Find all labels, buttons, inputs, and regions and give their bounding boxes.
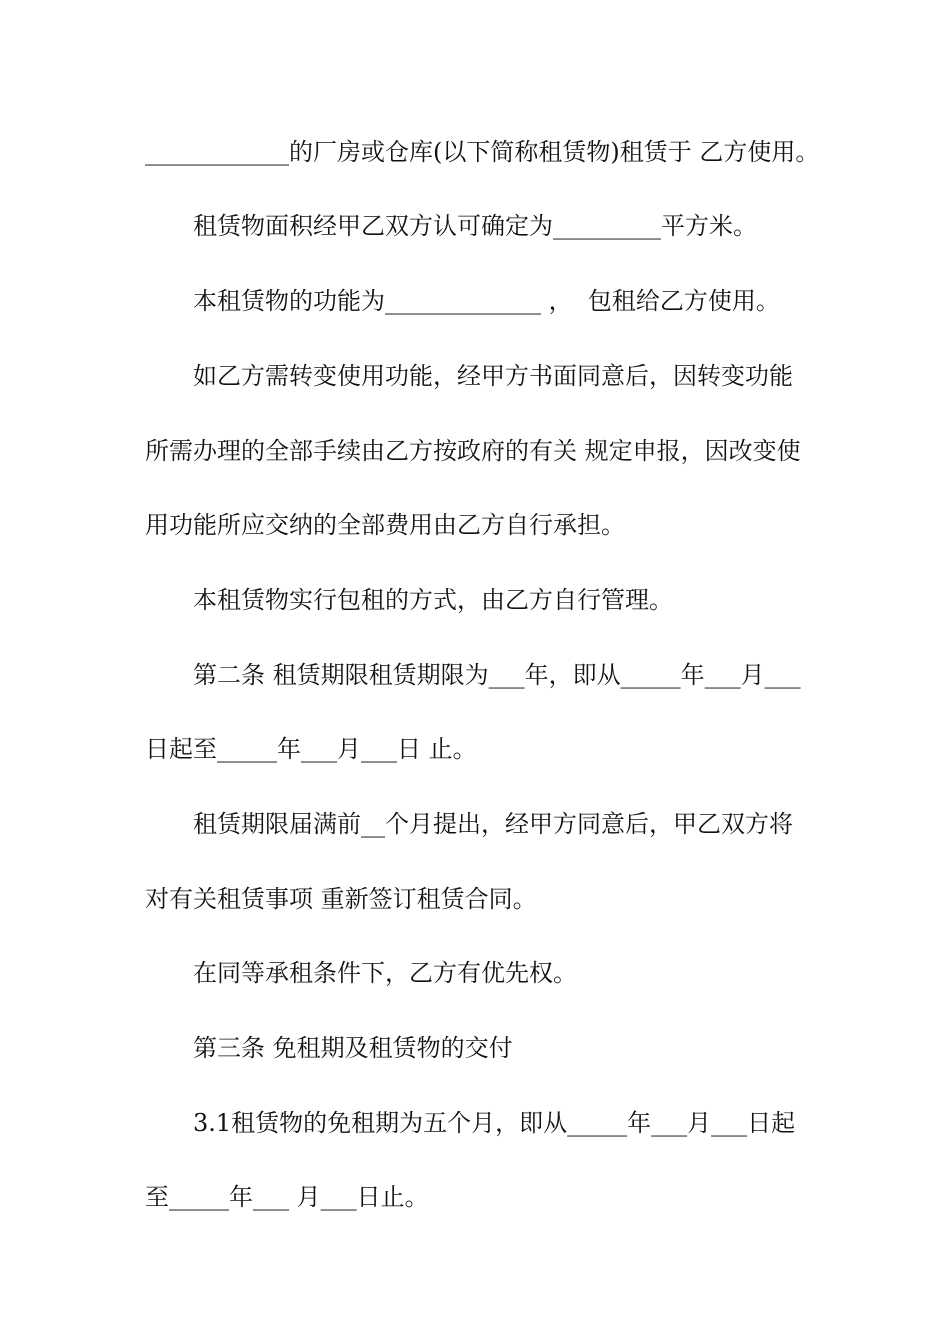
paragraph-line-1: ____________的厂房或仓库(以下简称租赁物)租赁于 乙方使用。 bbox=[145, 138, 820, 166]
paragraph-line-7: 本租赁物实行包租的方式，由乙方自行管理。 bbox=[193, 586, 673, 614]
paragraph-line-9: 日起至_____年___月___日 止。 bbox=[145, 735, 477, 763]
paragraph-line-2: 租赁物面积经甲乙双方认可确定为_________平方米。 bbox=[193, 212, 757, 240]
paragraph-line-3: 本租赁物的功能为_____________ ， 包租给乙方使用。 bbox=[193, 287, 780, 315]
clause-3-1-line: 3.1租赁物的免租期为五个月，即从_____年___月___日起 bbox=[193, 1109, 796, 1137]
paragraph-line-15: 至_____年___ 月___日止。 bbox=[145, 1183, 429, 1211]
paragraph-line-6: 用功能所应交纳的全部费用由乙方自行承担。 bbox=[145, 511, 625, 539]
paragraph-line-5: 所需办理的全部手续由乙方按政府的有关 规定申报，因改变使 bbox=[145, 437, 801, 465]
paragraph-line-11: 对有关租赁事项 重新签订租赁合同。 bbox=[145, 885, 537, 913]
paragraph-line-12: 在同等承租条件下，乙方有优先权。 bbox=[193, 959, 577, 987]
article-3-heading: 第三条 免租期及租赁物的交付 bbox=[193, 1034, 513, 1062]
paragraph-line-4: 如乙方需转变使用功能，经甲方书面同意后，因转变功能 bbox=[193, 362, 793, 390]
article-2-heading-line: 第二条 租赁期限租赁期限为___年，即从_____年___月___ bbox=[193, 661, 801, 689]
paragraph-line-10: 租赁期限届满前__个月提出，经甲方同意后，甲乙双方将 bbox=[193, 810, 793, 838]
